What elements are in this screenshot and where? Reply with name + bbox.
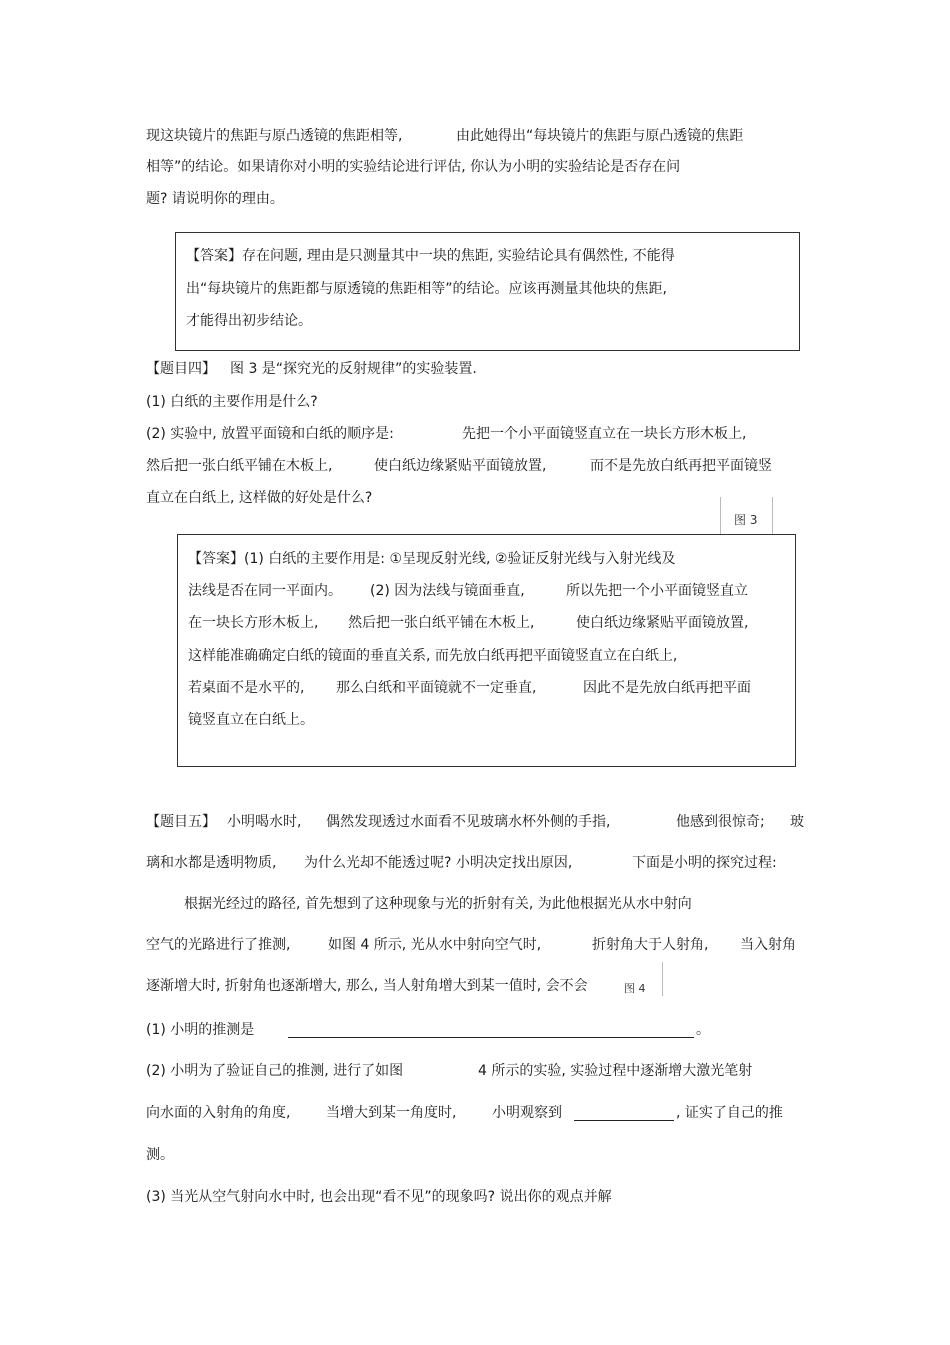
- answer-q4-line-6: 镜竖直立在白纸上。: [188, 712, 314, 728]
- answer-q4-line-3b: 然后把一张白纸平铺在木板上,: [348, 615, 535, 631]
- q5-line-4a: 空气的光路进行了推测,: [146, 937, 291, 953]
- answer-q4-line-1: 【答案】(1) 白纸的主要作用是: ①呈现反射光线, ②验证反射光线与入射光线及: [188, 551, 676, 567]
- intro-line-1b: 由此她得出“每块镜片的焦距与原凸透镜的焦距: [456, 128, 744, 144]
- q4-title-rest: 图 3 是“探究光的反射规律”的实验装置.: [230, 361, 477, 377]
- q5-sub2-line-3: 测。: [146, 1147, 174, 1163]
- q5-line-5: 逐渐增大时, 折射角也逐渐增大, 那么, 当人射角增大到某一值时, 会不会: [146, 978, 588, 994]
- answer-q3-line-1: 【答案】存在问题, 理由是只测量其中一块的焦距, 实验结论具有偶然性, 不能得: [186, 248, 675, 264]
- answer-q4-line-5b: 那么白纸和平面镜就不一定垂直,: [336, 680, 537, 696]
- figure-4-label: 图 4: [624, 982, 646, 995]
- q4-part-2d: 使白纸边缘紧贴平面镜放置,: [374, 458, 547, 474]
- answer-q4-line-2b: (2) 因为法线与镜面垂直,: [370, 583, 525, 599]
- q5-sub2-line-2b: 当增大到某一角度时,: [326, 1105, 457, 1121]
- q5-sub1-end: 。: [696, 1022, 710, 1038]
- figure-3-label: 图 3: [734, 513, 758, 527]
- q5-line-1d: 玻: [790, 814, 804, 830]
- q5-line-1c: 他感到很惊奇;: [676, 814, 765, 830]
- q5-sub2-line-1b: 4 所示的实验, 实验过程中逐渐增大激光笔射: [478, 1063, 753, 1079]
- q5-line-4d: 当入射角: [740, 937, 796, 953]
- figure-3-left-rule: [720, 497, 721, 534]
- q4-part-2e: 而不是先放白纸再把平面镜竖: [590, 458, 772, 474]
- q5-sub2-line-2a: 向水面的入射角的角度,: [146, 1105, 291, 1121]
- answer-q4-line-5c: 因此不是先放白纸再把平面: [583, 680, 751, 696]
- figure-4-rule: [662, 962, 663, 996]
- q5-line-1a: 小明喝水时,: [227, 814, 302, 830]
- answer-q4-line-2a: 法线是否在同一平面内。: [188, 583, 342, 599]
- q5-line-4b: 如图 4 所示, 光从水中射向空气时,: [328, 937, 542, 953]
- intro-line-2: 相等”的结论。如果请你对小明的实验结论进行评估, 你认为小明的实验结论是否存在问: [146, 159, 681, 175]
- q5-line-4c: 折射角大于人射角,: [592, 937, 709, 953]
- q5-line-2b: 为什么光却不能透过呢? 小明决定找出原因,: [304, 855, 573, 871]
- q4-part-2b: 先把一个小平面镜竖直立在一块长方形木板上,: [462, 426, 747, 442]
- q5-line-2c: 下面是小明的探究过程:: [632, 855, 777, 871]
- q5-line-3: 根据光经过的路径, 首先想到了这种现象与光的折射有关, 为此他根据光从水中射向: [184, 896, 692, 912]
- q4-part-1: (1) 白纸的主要作用是什么?: [146, 394, 318, 410]
- q5-sub2-blank[interactable]: [574, 1120, 674, 1121]
- q5-sub3-line-1: (3) 当光从空气射向水中时, 也会出现“看不见”的现象吗? 说出你的观点并解: [146, 1189, 612, 1205]
- intro-line-3: 题? 请说明你的理由。: [146, 191, 284, 207]
- answer-q4-line-3a: 在一块长方形木板上,: [188, 615, 319, 631]
- q4-part-2c: 然后把一张白纸平铺在木板上,: [146, 458, 333, 474]
- answer-q3-line-2: 出“每块镜片的焦距都与原透镜的焦距相等”的结论。应该再测量其他块的焦距,: [186, 281, 667, 297]
- q5-sub2-line-2c: 小明观察到: [492, 1105, 562, 1121]
- answer-q4-line-5a: 若桌面不是水平的,: [188, 680, 305, 696]
- q4-part-2f: 直立在白纸上, 这样做的好处是什么?: [146, 490, 373, 506]
- answer-q4-line-2c: 所以先把一个小平面镜竖直立: [566, 583, 748, 599]
- q5-line-2a: 璃和水都是透明物质,: [146, 855, 277, 871]
- intro-line-1a: 现这块镜片的焦距与原凸透镜的焦距相等,: [146, 128, 403, 144]
- q5-sub1-label: (1) 小明的推测是: [146, 1022, 255, 1038]
- q5-sub2-line-2d: , 证实了自己的推: [676, 1105, 783, 1121]
- q4-title: 【题目四】: [146, 361, 216, 377]
- q5-sub1-blank[interactable]: [288, 1037, 694, 1038]
- q5-sub2-line-1a: (2) 小明为了验证自己的推测, 进行了如图: [146, 1063, 404, 1079]
- answer-q3-line-3: 才能得出初步结论。: [186, 313, 312, 329]
- figure-3-right-rule: [772, 497, 773, 534]
- q4-part-2a: (2) 实验中, 放置平面镜和白纸的顺序是:: [146, 426, 394, 442]
- q5-line-1b: 偶然发现透过水面看不见玻璃水杯外侧的手指,: [326, 814, 611, 830]
- q5-title: 【题目五】: [146, 814, 216, 830]
- answer-q4-line-3c: 使白纸边缘紧贴平面镜放置,: [576, 615, 749, 631]
- answer-q4-line-4: 这样能准确确定白纸的镜面的垂直关系, 而先放白纸再把平面镜竖直立在白纸上,: [188, 648, 678, 664]
